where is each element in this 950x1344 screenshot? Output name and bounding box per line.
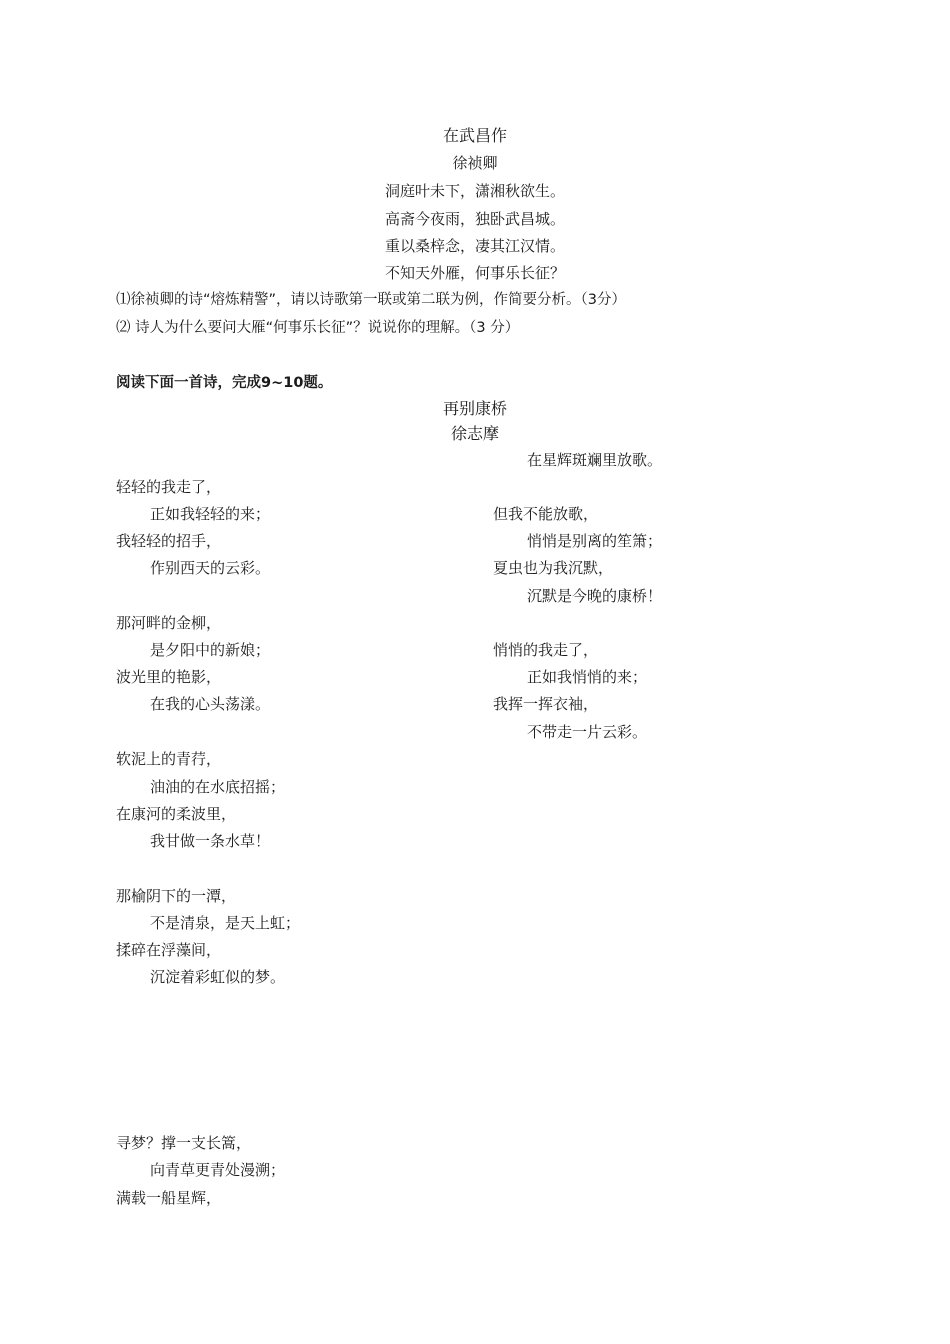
poem2-line: 揉碎在浮藻间， xyxy=(116,941,222,959)
poem1-author: 徐祯卿 xyxy=(452,154,498,172)
poem1-line: 高斋今夜雨，独卧武昌城。 xyxy=(384,210,565,228)
poem2-line: 是夕阳中的新娘； xyxy=(150,641,271,659)
poem1-line: 不知天外雁，何事乐长征？ xyxy=(384,264,565,282)
poem2-line: 不是清泉，是天上虹； xyxy=(150,914,301,932)
poem2-line: 不带走一片云彩。 xyxy=(527,723,648,741)
poem2-line: 油油的在水底招摇； xyxy=(150,778,286,796)
poem2-line: 我挥一挥衣袖， xyxy=(493,695,599,713)
poem2-line: 悄悄是别离的笙箫； xyxy=(527,532,663,550)
poem2-line: 轻轻的我走了， xyxy=(116,478,222,496)
poem2-line: 那榆阴下的一潭， xyxy=(116,887,237,905)
poem1-line: 重以桑梓念，凄其江汉情。 xyxy=(384,237,565,255)
poem2-line: 波光里的艳影， xyxy=(116,668,222,686)
poem2-line: 那河畔的金柳， xyxy=(116,614,222,632)
section-instruction: 阅读下面一首诗，完成9~10题。 xyxy=(116,375,333,391)
poem2-line: 夏虫也为我沉默， xyxy=(493,559,614,577)
poem2-line: 正如我轻轻的来； xyxy=(150,505,271,523)
poem2-line: 向青草更青处漫溯； xyxy=(150,1161,286,1179)
poem2-right-top-line: 在星辉斑斓里放歌。 xyxy=(527,451,663,469)
poem2-line: 但我不能放歌， xyxy=(493,505,599,523)
poem2-line: 在我的心头荡漾。 xyxy=(150,695,271,713)
question-2: ⑵ 诗人为什么要问大雁“何事乐长征”？说说你的理解。（3 分） xyxy=(116,320,520,336)
poem2-line: 软泥上的青荇， xyxy=(116,750,222,768)
poem2-line: 悄悄的我走了， xyxy=(493,641,599,659)
poem2-line: 满载一船星辉， xyxy=(116,1189,222,1207)
poem2-line: 我甘做一条水草！ xyxy=(150,832,271,850)
poem2-author: 徐志摩 xyxy=(450,424,499,443)
question-1: ⑴徐祯卿的诗“熔炼精警”，请以诗歌第一联或第二联为例，作简要分析。（3分） xyxy=(116,292,626,308)
poem2-line: 沉淀着彩虹似的梦。 xyxy=(150,968,286,986)
poem2-title: 再别康桥 xyxy=(442,399,507,418)
poem2-line: 正如我悄悄的来； xyxy=(527,668,648,686)
poem2-line: 沉默是今晚的康桥！ xyxy=(527,587,663,605)
poem1-title: 在武昌作 xyxy=(442,126,507,145)
poem1-line: 洞庭叶未下，潇湘秋欲生。 xyxy=(384,182,565,200)
poem2-line: 作别西天的云彩。 xyxy=(150,559,271,577)
poem2-line: 我轻轻的招手， xyxy=(116,532,222,550)
poem2-line: 寻梦？撑一支长篙， xyxy=(116,1134,252,1152)
poem2-line: 在康河的柔波里， xyxy=(116,805,237,823)
